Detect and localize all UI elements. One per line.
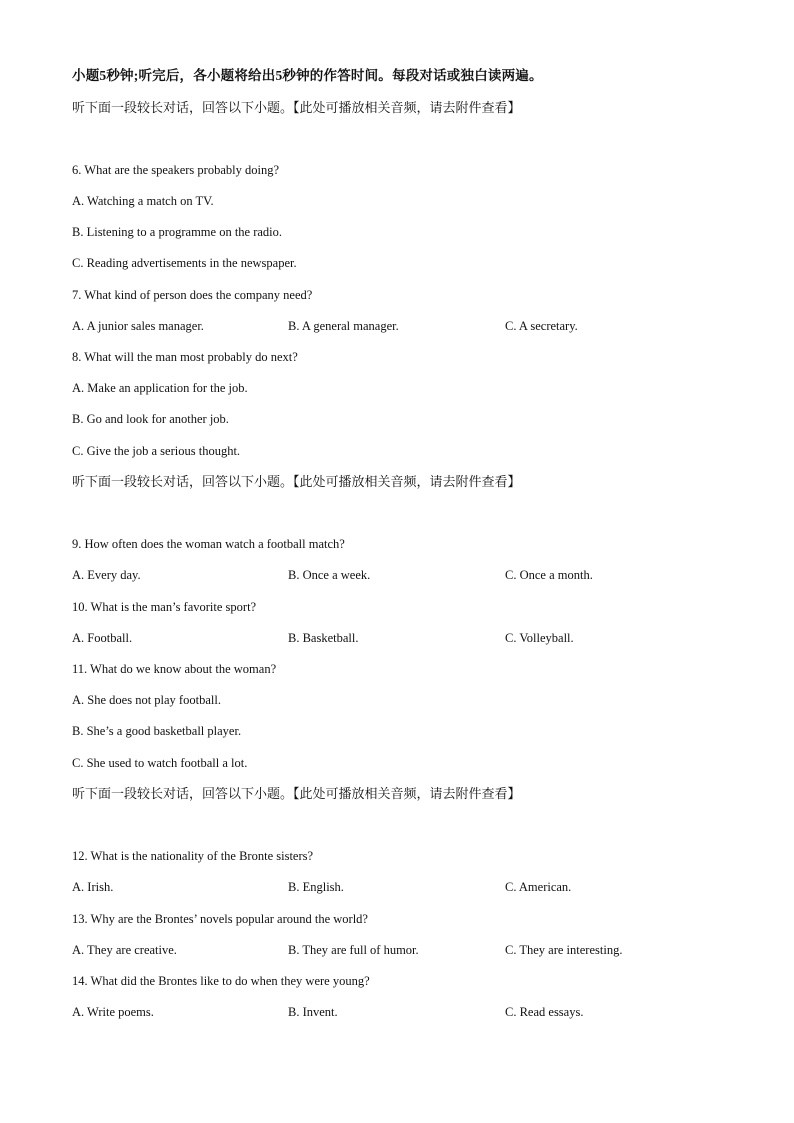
section-note: 听下面一段较长对话，回答以下小题。【此处可播放相关音频，请去附件查看】 xyxy=(72,100,521,115)
section-note-2: 听下面一段较长对话，回答以下小题。【此处可播放相关音频，请去附件查看】 xyxy=(72,474,521,489)
option-12c: C. American. xyxy=(505,880,572,894)
option-14c: C. Read essays. xyxy=(505,1005,584,1019)
option-9b: B. Once a week. xyxy=(288,568,371,582)
options-10 xyxy=(72,629,752,647)
option-8a: A. Make an application for the job. xyxy=(72,381,248,395)
option-8b: B. Go and look for another job. xyxy=(72,412,229,426)
option-7b: B. A general manager. xyxy=(288,319,399,333)
option-13b: B. They are full of humor. xyxy=(288,943,419,957)
option-14b: B. Invent. xyxy=(288,1005,338,1019)
question-6: 6. What are the speakers probably doing? xyxy=(72,163,279,177)
option-10b: B. Basketball. xyxy=(288,631,359,645)
options-13 xyxy=(72,941,752,959)
option-9a: A. Every day. xyxy=(72,568,141,582)
options-9 xyxy=(72,566,752,584)
question-10: 10. What is the man’s favorite sport? xyxy=(72,600,257,614)
options-14 xyxy=(72,1003,752,1021)
question-12: 12. What is the nationality of the Bronte sisters? xyxy=(72,849,314,863)
option-14a: A. Write poems. xyxy=(72,1005,154,1019)
question-9: 9. How often does the woman watch a football match? xyxy=(72,537,345,551)
question-14: 14. What did the Brontes like to do when they were young? xyxy=(72,974,370,988)
option-6a: A. Watching a match on TV. xyxy=(72,194,214,208)
question-7: 7. What kind of person does the company need? xyxy=(72,288,313,302)
section-note-3: 听下面一段较长对话，回答以下小题。【此处可播放相关音频，请去附件查看】 xyxy=(72,786,521,801)
option-7c: C. A secretary. xyxy=(505,319,578,333)
option-9c: C. Once a month. xyxy=(505,568,593,582)
options-7 xyxy=(72,317,752,335)
question-11: 11. What do we know about the woman? xyxy=(72,662,277,676)
option-11c: C. She used to watch football a lot. xyxy=(72,756,248,770)
option-11a: A. She does not play football. xyxy=(72,693,221,707)
question-13: 13. Why are the Brontes’ novels popular around the world? xyxy=(72,912,368,926)
option-10c: C. Volleyball. xyxy=(505,631,574,645)
option-6b: B. Listening to a programme on the radio. xyxy=(72,225,283,239)
option-10a: A. Football. xyxy=(72,631,133,645)
option-7a: A. A junior sales manager. xyxy=(72,319,204,333)
instructions-intro: 小题5秒钟;听完后，各小题将给出5秒钟的作答时间。每段对话或独白读两遍。 xyxy=(72,68,543,83)
option-12b: B. English. xyxy=(288,880,344,894)
option-13a: A. They are creative. xyxy=(72,943,177,957)
option-12a: A. Irish. xyxy=(72,880,114,894)
option-11b: B. She’s a good basketball player. xyxy=(72,724,242,738)
question-8: 8. What will the man most probably do next? xyxy=(72,350,298,364)
option-13c: C. They are interesting. xyxy=(505,943,623,957)
option-6c: C. Reading advertisements in the newspaper. xyxy=(72,256,297,270)
option-8c: C. Give the job a serious thought. xyxy=(72,444,241,458)
options-12 xyxy=(72,878,752,896)
